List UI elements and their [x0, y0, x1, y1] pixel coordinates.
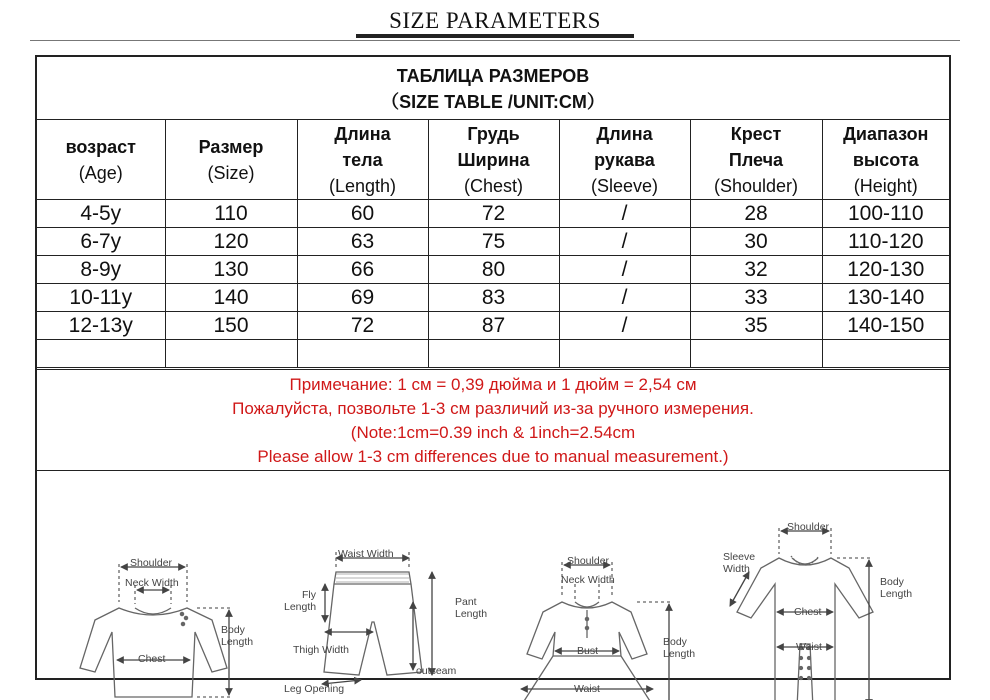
cell-chest: 80: [428, 256, 559, 284]
shirt-shoulder-label: Shoulder: [130, 557, 173, 569]
cell-size: 130: [165, 256, 297, 284]
measurement-notes: [37, 373, 949, 469]
cell-length: 60: [297, 200, 428, 228]
romper-sleeve-label: Sleeve: [723, 551, 756, 563]
column-header-length: Длина тела (Length): [297, 120, 428, 200]
cell-size: 150: [165, 312, 297, 340]
cell-age: 10-11y: [37, 284, 165, 312]
column-header-shoulder: Крест Плеча (Shoulder): [690, 120, 822, 200]
table-row: [37, 256, 949, 284]
column-header-height: Диапазон высота (Height): [822, 120, 949, 200]
dress-waist-label: Waist: [574, 683, 600, 695]
cell-chest: 72: [428, 200, 559, 228]
romper-waist-label: Waist: [796, 641, 822, 653]
cell-shoulder: [690, 340, 822, 368]
cell-age: [37, 340, 165, 368]
table-title-ru: ТАБЛИЦА РАЗМЕРОВ: [396, 66, 590, 86]
romper-body-label: Body: [880, 576, 904, 588]
notes-separator-top: [37, 369, 949, 370]
diagrams-canvas: [37, 472, 949, 695]
shirt-neck-label: Neck Width: [125, 577, 179, 589]
cell-age: 12-13y: [37, 312, 165, 340]
cell-sleeve: /: [559, 312, 690, 340]
cell-shoulder: 30: [690, 228, 822, 256]
cell-sleeve: /: [559, 228, 690, 256]
cell-length: 72: [297, 312, 428, 340]
pants-pant-length-label: Length: [455, 608, 488, 620]
table-row: [37, 284, 949, 312]
dress-length-label: Length: [663, 648, 696, 660]
dress-bust-label: Bust: [577, 645, 599, 657]
notes-separator-bottom: [37, 470, 949, 471]
column-header-age: возраст (Age): [37, 120, 165, 200]
column-header-sleeve: Длина рукава (Sleeve): [559, 120, 690, 200]
cell-height: 100-110: [822, 200, 949, 228]
shirt-chest-label: Chest: [138, 653, 166, 665]
cell-age: 4-5y: [37, 200, 165, 228]
cell-size: [165, 340, 297, 368]
romper-length-label: Length: [880, 588, 913, 600]
note-line: Please allow 1-3 cm differences due to manual measurement.): [257, 447, 729, 466]
table-title-en: （SIZE TABLE /UNIT:CM）: [381, 92, 605, 112]
title-underline: [356, 34, 634, 38]
cell-length: 63: [297, 228, 428, 256]
pants-waist-label: Waist Width: [338, 548, 394, 560]
pants-pant-label: Pant: [455, 596, 477, 608]
page-title: SIZE PARAMETERS: [389, 8, 601, 33]
dress-neck-label: Neck Width: [561, 574, 615, 586]
cell-age: 8-9y: [37, 256, 165, 284]
cell-height: [822, 340, 949, 368]
cell-height: 140-150: [822, 312, 949, 340]
romper-sleeve-width-label: Width: [723, 563, 750, 575]
cell-size: 110: [165, 200, 297, 228]
romper-shoulder-label: Shoulder: [787, 521, 830, 533]
table-row-empty: [37, 340, 949, 368]
dress-shoulder-label: Shoulder: [567, 555, 610, 567]
cell-size: 140: [165, 284, 297, 312]
measurement-diagrams: [37, 472, 949, 695]
table-title: [37, 63, 949, 115]
header-divider: [30, 40, 960, 41]
table-row: [37, 312, 949, 340]
cell-length: [297, 340, 428, 368]
dress-body-label: Body: [663, 636, 687, 648]
pants-outline-icon: [324, 572, 422, 675]
cell-sleeve: /: [559, 256, 690, 284]
size-chart-frame: [35, 55, 951, 695]
column-header-chest: Грудь Ширина (Chest): [428, 120, 559, 200]
cell-chest: 83: [428, 284, 559, 312]
cell-height: 110-120: [822, 228, 949, 256]
shirt-body-label: Body: [221, 624, 245, 636]
pants-fly-length-label: Length: [284, 601, 317, 613]
cell-chest: 75: [428, 228, 559, 256]
romper-outline-icon: [737, 558, 873, 700]
cell-length: 69: [297, 284, 428, 312]
note-line: Примечание: 1 см = 0,39 дюйма и 1 дюйм = 2,54 см: [289, 375, 697, 394]
pants-leg-opening-label: Leg Opening: [284, 683, 345, 695]
pants-outseam-label: outseam: [416, 665, 457, 677]
cell-shoulder: 35: [690, 312, 822, 340]
cell-sleeve: [559, 340, 690, 368]
cell-shoulder: 33: [690, 284, 822, 312]
note-line: (Note:1cm=0.39 inch & 1inch=2.54cm: [350, 423, 636, 442]
table-header-row: [37, 120, 949, 200]
cell-shoulder: 28: [690, 200, 822, 228]
pants-fly-label: Fly: [302, 589, 316, 601]
cell-size: 120: [165, 228, 297, 256]
table-row: [37, 228, 949, 256]
column-header-size: Размер (Size): [165, 120, 297, 200]
cell-shoulder: 32: [690, 256, 822, 284]
romper-chest-label: Chest: [794, 606, 822, 618]
pants-thigh-label: Thigh Width: [293, 644, 350, 656]
size-table: [37, 120, 949, 368]
cell-height: 130-140: [822, 284, 949, 312]
cell-height: 120-130: [822, 256, 949, 284]
table-row: [37, 200, 949, 228]
cell-sleeve: /: [559, 200, 690, 228]
cell-sleeve: /: [559, 284, 690, 312]
shirt-length-label: Length: [221, 636, 254, 648]
cell-age: 6-7y: [37, 228, 165, 256]
note-line: Пожалуйста, позвольте 1-3 см различий из-за ручного измерения.: [232, 399, 754, 418]
cell-chest: 87: [428, 312, 559, 340]
cell-length: 66: [297, 256, 428, 284]
cell-chest: [428, 340, 559, 368]
